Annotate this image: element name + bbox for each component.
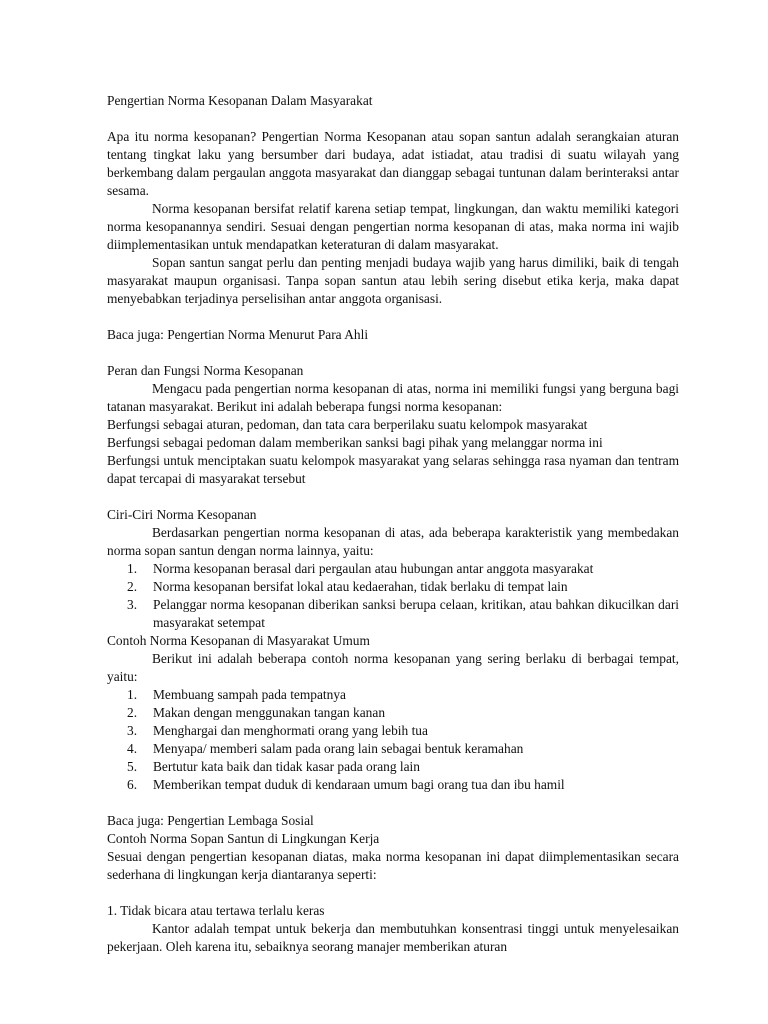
kerja-subheading-1: 1. Tidak bicara atau tertawa terlalu keras (107, 903, 325, 918)
list-item: 3. Pelanggar norma kesopanan diberikan sanksi berupa celaan, kritikan, atau bahkan dikucilkan dari masyarakat setempat (127, 597, 679, 630)
peran-line-2: Berfungsi sebagai pedoman dalam memberikan sanksi bagi pihak yang melanggar norma ini (107, 435, 603, 450)
section-heading-peran: Peran dan Fungsi Norma Kesopanan (107, 363, 304, 378)
kerja-paragraph: Sesuai dengan pengertian kesopanan diatas, maka norma kesopanan ini dapat diimplementasikan secara sederhana di lingkungan kerja diantaranya seperti: (107, 849, 679, 882)
peran-paragraph: Mengacu pada pengertian norma kesopanan di atas, norma ini memiliki fungsi yang berguna bagi tatanan masyarakat. Berikut ini adalah beberapa fungsi norma kesopanan: (107, 381, 679, 414)
ciri-paragraph: Berdasarkan pengertian norma kesopanan di atas, ada beberapa karakteristik yang membedakan norma sopan santun dengan norma lainnya, yaitu: (107, 525, 679, 558)
baca-juga-link-2: Baca juga: Pengertian Lembaga Sosial (107, 813, 314, 828)
list-item: 3. Menghargai dan menghormati orang yang lebih tua (127, 723, 428, 738)
section-heading-ciri: Ciri-Ciri Norma Kesopanan (107, 507, 257, 522)
list-item: 1. Membuang sampah pada tempatnya (127, 687, 346, 702)
baca-juga-link-1: Baca juga: Pengertian Norma Menurut Para Ahli (107, 327, 369, 342)
peran-line-3: Berfungsi untuk menciptakan suatu kelompok masyarakat yang selaras sehingga rasa nyaman dan tentram dapat tercapai di masyarakat tersebut (107, 453, 679, 486)
section-heading-kerja: Contoh Norma Sopan Santun di Lingkungan Kerja (107, 831, 380, 846)
page-title: Pengertian Norma Kesopanan Dalam Masyarakat (107, 93, 373, 108)
intro-paragraph-1: Apa itu norma kesopanan? Pengertian Norma Kesopanan atau sopan santun adalah serangkaian aturan tentang tingkat laku yang bersumber dari budaya, adat istiadat, atau tradisi di suatu wilayah yang berkembang dalam pergaulan anggota masyarakat dan dianggap sebagai tuntunan dalam berinteraksi antar sesama. (107, 129, 679, 198)
contoh-umum-list (107, 686, 679, 794)
list-item: 2. Norma kesopanan bersifat lokal atau kedaerahan, tidak berlaku di tempat lain (127, 579, 568, 594)
ciri-list (107, 560, 679, 632)
list-item: 5. Bertutur kata baik dan tidak kasar pada orang lain (127, 759, 420, 774)
intro-paragraph-3: Sopan santun sangat perlu dan penting menjadi budaya wajib yang harus dimiliki, baik di tengah masyarakat maupun organisasi. Tanpa sopan santun atau lebih sering disebut etika kerja, maka dapat menyebabkan terjadinya perselisihan antar anggota organisasi. (107, 255, 679, 306)
kerja-sub-paragraph-1: Kantor adalah tempat untuk bekerja dan membutuhkan konsentrasi tinggi untuk menyelesaikan pekerjaan. Oleh karena itu, sebaiknya seorang manajer memberikan aturan (107, 921, 679, 954)
list-item: 2. Makan dengan menggunakan tangan kanan (127, 705, 386, 720)
list-item: 4. Menyapa/ memberi salam pada orang lain sebagai bentuk keramahan (127, 741, 524, 756)
list-item: 1. Norma kesopanan berasal dari pergaulan atau hubungan antar anggota masyarakat (127, 561, 594, 576)
peran-line-1: Berfungsi sebagai aturan, pedoman, dan tata cara berperilaku suatu kelompok masyarakat (107, 417, 588, 432)
contoh-umum-paragraph: Berikut ini adalah beberapa contoh norma kesopanan yang sering berlaku di berbagai tempat, yaitu: (107, 651, 679, 684)
intro-paragraph-2: Norma kesopanan bersifat relatif karena setiap tempat, lingkungan, dan waktu memiliki kategori norma kesopanannya sendiri. Sesuai dengan pengertian norma kesopanan di atas, maka norma ini wajib diimplementasikan untuk mendapatkan keteraturan di dalam masyarakat. (107, 201, 679, 252)
list-item: 6. Memberikan tempat duduk di kendaraan umum bagi orang tua dan ibu hamil (127, 777, 565, 792)
section-heading-contoh-umum: Contoh Norma Kesopanan di Masyarakat Umum (107, 633, 370, 648)
